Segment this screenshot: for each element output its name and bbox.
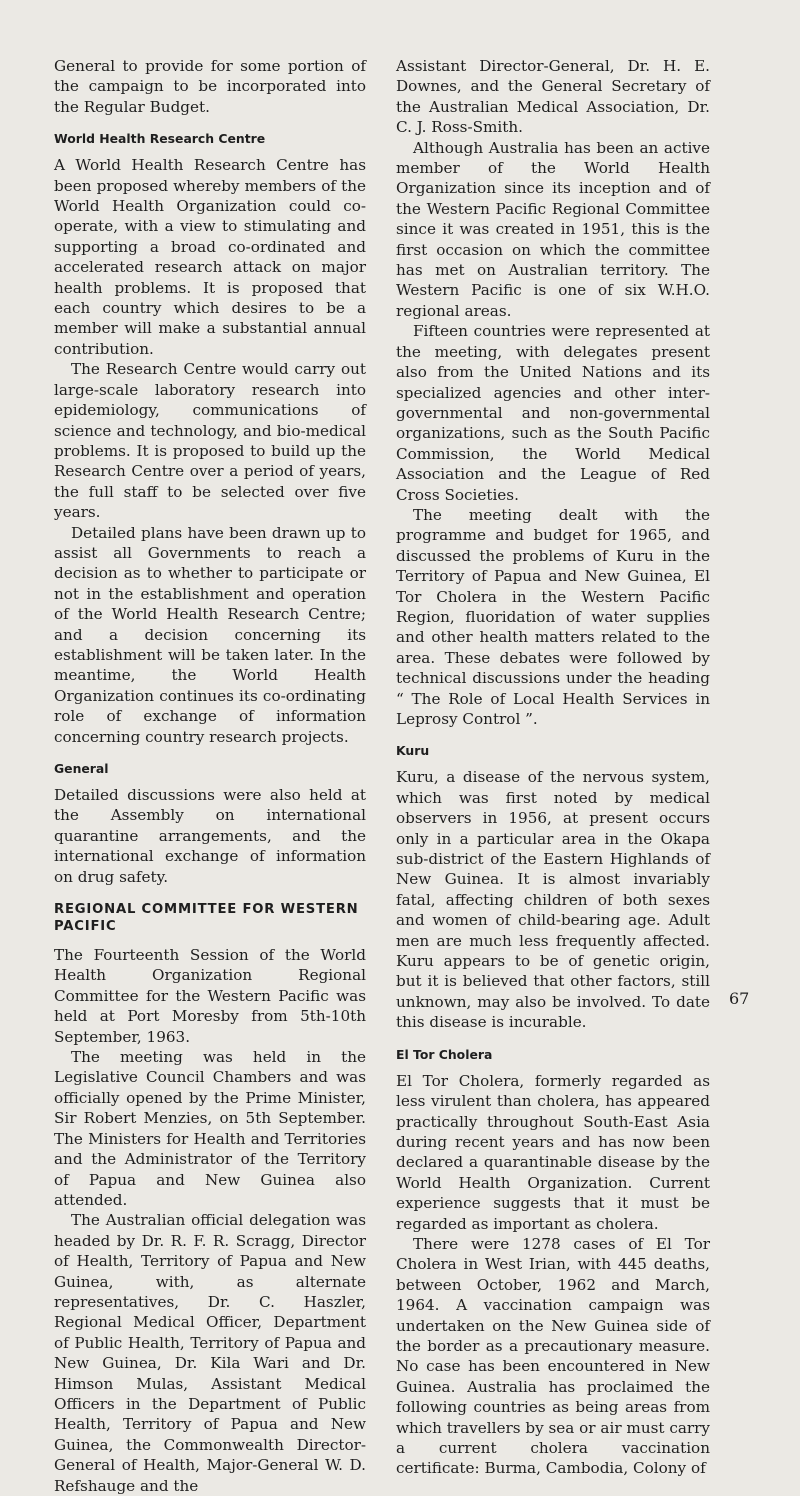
section-heading-el-tor-cholera: El Tor Cholera	[396, 1046, 493, 1062]
section-heading-regional-committee: REGIONAL COMMITTEE FOR WESTERN PACIFIC	[54, 902, 359, 935]
paragraph: The Research Centre would carry out large-scale laboratory research into epidemiology, communications of science and technology, and bio-medical problems. It is proposed to build up the Research Centre over a period of years, the full staff to be selected over five years.	[54, 360, 366, 522]
paragraph: A World Health Research Centre has been proposed whereby members of the World Health Organization could co-operate, with a view to stimulating and supporting a broad co-ordinated and accelerated research attack on major health problems. It is proposed that each country which desires to be a member will make a substantial annual contribution.	[54, 156, 366, 358]
paragraph: General to provide for some portion of the campaign to be incorporated into the Regular Budget.	[54, 57, 366, 116]
section-heading-general: General	[54, 761, 109, 776]
paragraph: El Tor Cholera, formerly regarded as less virulent than cholera, has appeared practically throughout South-East Asia during recent years and has now been declared a quarantinable disease by the World Health Organization. Current experience suggests that it must be regarded as important as cholera.	[396, 1071, 710, 1233]
paragraph: Assistant Director-General, Dr. H. E. Downes, and the General Secretary of the Australian Medical Association, Dr. C. J. Ross-Smith.	[396, 57, 710, 137]
section-heading-research-centre: World Health Research Centre	[54, 131, 266, 147]
paragraph: Kuru, a disease of the nervous system, which was first noted by medical observers in 1956, at present occurs only in a particular area in the Okapa sub-district of the Eastern Highlands of New Guinea. It is almost invariably fatal, affecting children of both sexes and women of child-bearing age. Adult men are much less frequently affected. Kuru appears to be of genetic origin, but it is believed that other factors, still unknown, may also be involved. To date this disease is incurable.	[396, 768, 710, 1032]
paragraph: There were 1278 cases of El Tor Cholera in West Irian, with 445 deaths, between October, 1962 and March, 1964. A vaccination campaign was undertaken on the New Guinea side of the border as a precautionary measure. No case has been encountered in New Guinea. Australia has proclaimed the following countries as being areas from which travellers by sea or air must carry a current cholera vaccination certificate: Burma, Cambodia, Colony of	[396, 1234, 710, 1478]
paragraph: The meeting dealt with the programme and budget for 1965, and discussed the problems of Kuru in the Territory of Papua and New Guinea, El Tor Cholera in the Western Pacific Region, fluoridation of water supplies and other health matters related to the area. These debates were followed by technical discussions under the heading “ The Role of Local Health Services in Leprosy Control ”.	[396, 505, 710, 728]
page-number: 67	[729, 989, 750, 1008]
paragraph: The meeting was held in the Legislative Council Chambers and was officially opened by the Prime Minister, Sir Robert Menzies, on 5th September. The Ministers for Health and Territories and the Administrator of the Territory of Papua and New Guinea also attended.	[54, 1048, 366, 1209]
right-column	[396, 56, 710, 1479]
paragraph: Fifteen countries were represented at the meeting, with delegates present also from the United Nations and its specialized agencies and other inter-governmental and non-governmental organizations, such as the South Pacific Commission, the World Medical Association and the League of Red Cross Societies.	[396, 322, 710, 504]
paragraph: Detailed discussions were also held at the Assembly on international quarantine arrangements, and the international exchange of information on drug safety.	[54, 786, 366, 886]
paragraph: Although Australia has been an active member of the World Health Organization since its inception and of the Western Pacific Regional Committee since it was created in 1951, this is the first occasion on which the committee has met on Australian territory. The Western Pacific is one of six W.H.O. regional areas.	[396, 138, 710, 320]
section-heading-kuru: Kuru	[396, 743, 430, 759]
paragraph: The Fourteenth Session of the World Health Organization Regional Committee for the Western Pacific was held at Port Moresby from 5th-10th September, 1963.	[54, 946, 366, 1046]
left-column	[54, 56, 366, 1496]
paragraph: The Australian official delegation was headed by Dr. R. F. R. Scragg, Director of Health, Territory of Papua and New Guinea, with, as alternate representatives, Dr. C. Haszler, Regional Medical Officer, Department of Public Health, Territory of Papua and New Guinea, Dr. Kila Wari and Dr. Himson Mulas, Assistant Medical Officers in the Department of Public Health, Territory of Papua and New Guinea, the Commonwealth Director-General of Health, Major-General W. D. Refshauge and the	[54, 1211, 366, 1495]
paragraph: Detailed plans have been drawn up to assist all Governments to reach a decision as to whether to participate or not in the establishment and operation of the World Health Research Centre; and a decision concerning its establishment will be taken later. In the meantime, the World Health Organization continues its co-ordinating role of exchange of information concerning country research projects.	[54, 523, 366, 746]
